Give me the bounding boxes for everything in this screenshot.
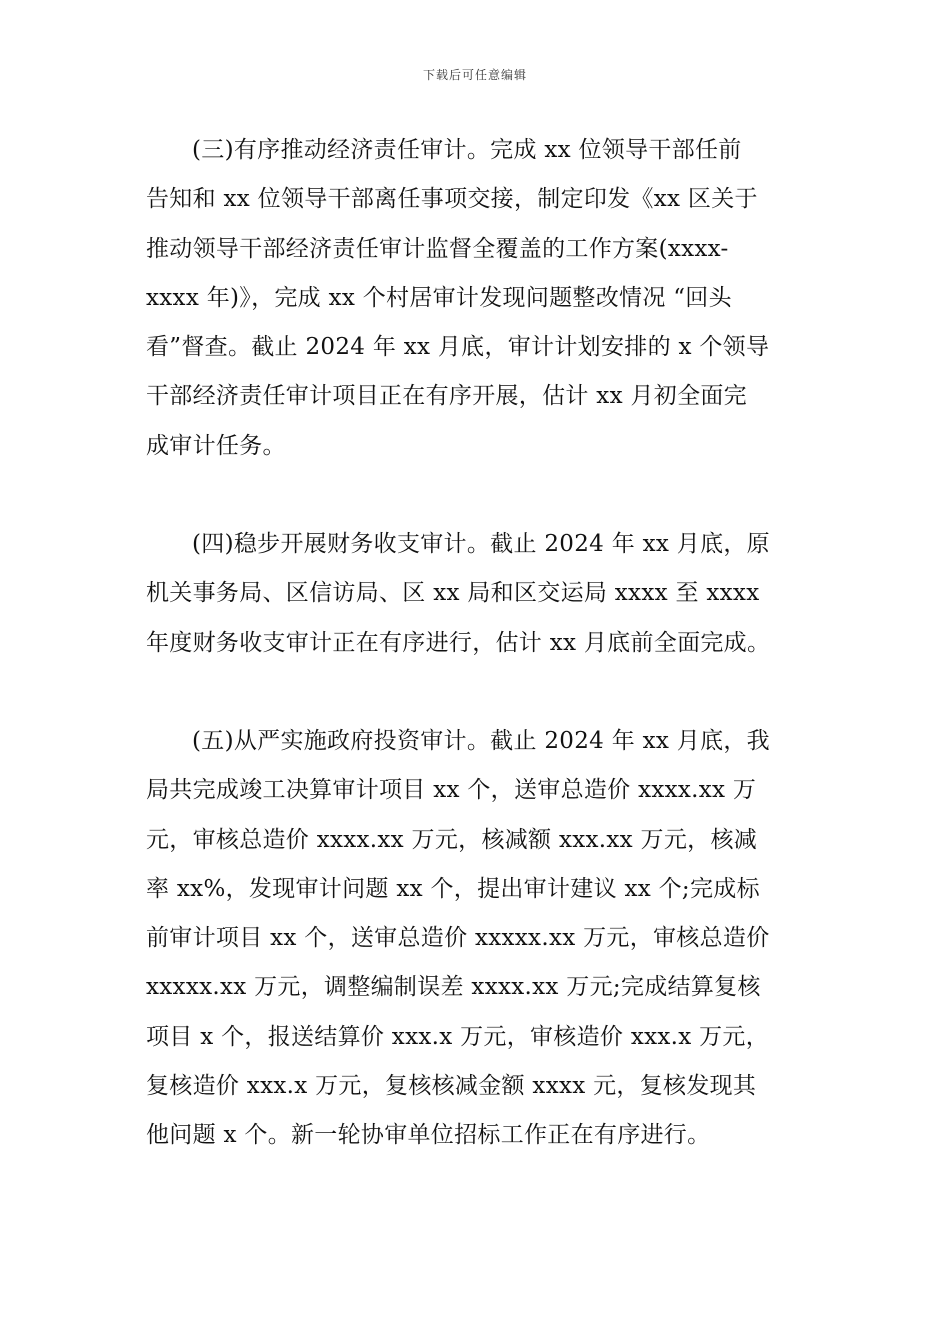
text-line: 他问题 x 个。新一轮协审单位招标工作正在有序进行。 xyxy=(146,1122,711,1149)
text-line: 机关事务局、区信访局、区 xx 局和区交运局 xxxx 至 xxxx xyxy=(146,580,760,607)
document-body xyxy=(146,126,810,1161)
text-line: (四)稳步开展财务收支审计。截止 2024 年 xx 月底，原 xyxy=(192,531,770,558)
text-line: (五)从严实施政府投资审计。截止 2024 年 xx 月底，我 xyxy=(192,727,770,754)
text-line: 项目 x 个，报送结算价 xxx.x 万元，审核造价 xxx.x 万元， xyxy=(146,1023,770,1050)
header-note: 下载后可任意编辑 xyxy=(422,68,527,82)
text-line: 率 xx%，发现审计问题 xx 个，提出审计建议 xx 个;完成标 xyxy=(146,875,760,902)
text-line: xxxxx.xx 万元，调整编制误差 xxxx.xx 万元;完成结算复核 xyxy=(146,974,761,1001)
text-line: 前审计项目 xx 个，送审总造价 xxxxx.xx 万元，审核总造价 xyxy=(146,925,770,952)
text-line: 年度财务收支审计正在有序进行，估计 xx 月底前全面完成。 xyxy=(146,629,771,656)
text-line: 看”督查。截止 2024 年 xx 月底，审计计划安排的 x 个领导 xyxy=(146,334,770,361)
paragraph-section-3 xyxy=(146,126,810,471)
paragraph-section-4 xyxy=(146,520,810,668)
text-line: 推动领导干部经济责任审计监督全覆盖的工作方案(xxxx- xyxy=(146,235,729,262)
text-line: 告知和 xx 位领导干部离任事项交接，制定印发《xx 区关于 xyxy=(146,186,758,213)
text-line: 干部经济责任审计项目正在有序开展，估计 xx 月初全面完 xyxy=(146,383,747,410)
text-line: 复核造价 xxx.x 万元，复核核减金额 xxxx 元，复核发现其 xyxy=(146,1073,757,1100)
text-line: 局共完成竣工决算审计项目 xx 个，送审总造价 xxxx.xx 万 xyxy=(146,777,757,804)
text-line: 元，审核总造价 xxxx.xx 万元，核减额 xxx.xx 万元，核减 xyxy=(146,826,758,853)
text-line: 成审计任务。 xyxy=(146,432,286,459)
paragraph-section-5 xyxy=(146,717,810,1161)
text-line: xxxx 年)》，完成 xx 个村居审计发现问题整改情况 “回头 xyxy=(146,284,732,311)
text-line: (三)有序推动经济责任审计。完成 xx 位领导干部任前 xyxy=(192,137,742,163)
